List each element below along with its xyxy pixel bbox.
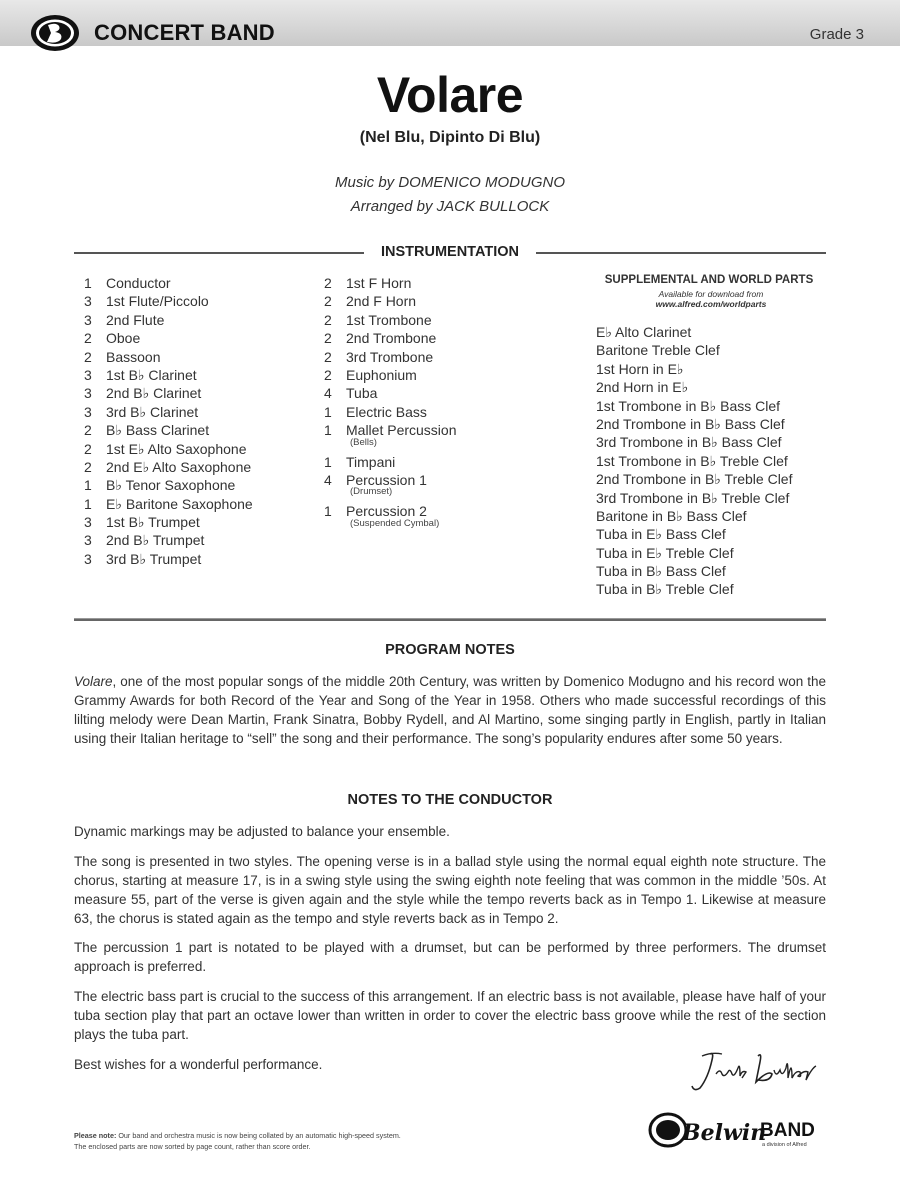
footnote-label: Please note: [74, 1131, 117, 1140]
instrument-quantity: 2 [84, 422, 92, 439]
conductor-notes-heading: NOTES TO THE CONDUCTOR [347, 792, 553, 808]
supplemental-item: Tuba in B♭ Bass Clef [596, 563, 726, 580]
arranger-credit: Arranged by JACK BULLOCK [350, 198, 550, 215]
instrument-name: Mallet Percussion [346, 422, 457, 439]
instrument-name: 1st E♭ Alto Saxophone [106, 440, 247, 457]
supplemental-item: Tuba in E♭ Treble Clef [596, 544, 734, 561]
divider [74, 618, 826, 621]
piece-subtitle: (Nel Blu, Dipinto Di Blu) [359, 129, 541, 146]
instrument-name: Electric Bass [346, 403, 427, 420]
instrument-name: B♭ Bass Clarinet [106, 422, 210, 439]
conductor-note-2: The song is presented in two styles. The opening verse is in a ballad style using the normal equal eighth note structure. The chorus, starting at measure 17, is in a swing style using the swing eighth note feeling that was common in the middle ’50s. At measure 55, part of the verse is given again and the style while the tempo reverts back as in Tempo 1. Likewise at measure 63, the chorus is stated again as the tempo and style reverts back as in Tempo 2. [74, 854, 826, 926]
instrument-name: Bassoon [106, 348, 161, 365]
supplemental-parts [596, 274, 826, 599]
instrument-row [324, 453, 457, 471]
instrument-quantity: 2 [84, 330, 92, 347]
instrument-quantity: 1 [84, 495, 92, 512]
instrument-row [324, 311, 457, 329]
instrument-name: 1st Flute/Piccolo [106, 293, 209, 310]
instrument-row [84, 458, 253, 476]
instrument-row [84, 366, 253, 384]
instrument-quantity: 4 [324, 385, 332, 402]
supplemental-item: 1st Trombone in B♭ Bass Clef [596, 397, 781, 414]
instrument-row [324, 421, 457, 439]
instrument-quantity: 2 [324, 311, 332, 328]
instrument-row [324, 274, 457, 292]
instrument-quantity: 2 [324, 348, 332, 365]
instrument-name: Percussion 1 [346, 471, 427, 488]
instrument-name: 2nd Trombone [346, 330, 437, 347]
instrument-name: 1st B♭ Trumpet [106, 514, 200, 531]
instrument-name: Euphonium [346, 366, 417, 383]
supplemental-item: 2nd Trombone in B♭ Treble Clef [596, 471, 793, 488]
instrument-row [84, 531, 253, 549]
instrument-quantity: 3 [84, 403, 92, 420]
instrument-row [84, 329, 253, 347]
instrument-quantity: 2 [324, 330, 332, 347]
instrument-quantity: 1 [324, 453, 332, 470]
publisher-logo [646, 1110, 826, 1150]
supplemental-item: Tuba in E♭ Bass Clef [596, 526, 726, 543]
supplemental-item: 2nd Trombone in B♭ Bass Clef [596, 415, 785, 432]
instrument-row [324, 329, 457, 347]
footnote-line-1: Our band and orchestra music is now being collated by an automatic high-speed system. [116, 1131, 401, 1140]
publisher-emblem-icon [646, 1112, 686, 1148]
instrument-name: 2nd F Horn [346, 293, 417, 310]
instrument-quantity: 2 [324, 293, 332, 310]
instrument-quantity: 2 [324, 366, 332, 383]
grade-level: Grade 3 [809, 26, 864, 43]
instrument-row [324, 348, 457, 366]
instrument-row [84, 384, 253, 402]
instrument-quantity: 1 [84, 477, 92, 494]
program-notes-heading: PROGRAM NOTES [385, 642, 515, 658]
instrument-note: (Bells) [350, 436, 377, 448]
instrument-row [84, 311, 253, 329]
conductor-note-4: The electric bass part is crucial to the success of this arrangement. If an electric bass is not available, please have half of your tuba section play that part an octave lower than written in order to cover the electric bass groove while the rest of the section plays the tuba part. [74, 989, 826, 1042]
series-name: CONCERT BAND [94, 20, 275, 45]
footnote-line-2: The enclosed parts are now sorted by page count, rather than score order. [74, 1142, 311, 1151]
instrument-name: 3rd Trombone [346, 348, 434, 365]
instrument-quantity: 3 [84, 550, 92, 567]
instrument-quantity: 3 [84, 366, 92, 383]
instrument-row [84, 292, 253, 310]
instrument-name: 1st Trombone [346, 311, 432, 328]
supplemental-url: www.alfred.com/worldparts [655, 299, 767, 309]
instrument-row [84, 550, 253, 568]
instrument-row [84, 421, 253, 439]
instrument-row [324, 292, 457, 310]
instrument-name: 1st B♭ Clarinet [106, 366, 197, 383]
instrument-note: (Drumset) [350, 486, 393, 498]
instrument-row [84, 495, 253, 513]
publisher-subline: a division of Alfred [762, 1142, 807, 1148]
instrument-name: 3rd B♭ Clarinet [106, 403, 199, 420]
instrument-quantity: 1 [324, 422, 332, 439]
program-notes-body: , one of the most popular songs of the middle 20th Century, was written by Domenico Modugno and his record won the Grammy Awards for both Record of the Year and Song of the Year in 1958. Others who made successful recordings of this lilting melody were Dean Martin, Frank Sinatra, Bobby Rydell, and Al Martino, some singing partly in English, partly in Italian using their Italian heritage to “sell” the song and their performance. The song’s popularity endures after some 50 years. [74, 674, 826, 746]
supplemental-item: 2nd Horn in E♭ [596, 379, 689, 396]
instrument-row [324, 403, 457, 421]
instrument-quantity: 1 [84, 275, 92, 291]
instrument-name: Tuba [346, 385, 378, 402]
program-notes-text [74, 672, 826, 748]
instrument-quantity: 1 [324, 403, 332, 420]
supplemental-item: 1st Horn in E♭ [596, 360, 684, 377]
program-notes-title-word: Volare [74, 674, 113, 689]
instrument-row [84, 274, 253, 292]
instrument-row [84, 476, 253, 494]
instrument-name: Conductor [106, 275, 171, 291]
instrument-name: Percussion 2 [346, 503, 427, 520]
supplemental-item: 3rd Trombone in B♭ Treble Clef [596, 489, 790, 506]
supplemental-item: 1st Trombone in B♭ Treble Clef [596, 452, 788, 469]
instrument-quantity: 2 [84, 440, 92, 457]
supplemental-availability: Available for download from [658, 289, 764, 299]
instrument-quantity: 2 [84, 348, 92, 365]
publisher-band: BAND [760, 1120, 815, 1141]
instrument-row [84, 440, 253, 458]
instrument-list-2 [324, 274, 457, 534]
instrument-quantity: 3 [84, 385, 92, 402]
supplemental-list [596, 323, 826, 599]
instrument-name: 3rd B♭ Trumpet [106, 550, 202, 567]
piece-title: Volare [376, 67, 524, 123]
instrument-name: 2nd E♭ Alto Saxophone [106, 458, 252, 475]
instrument-quantity: 2 [324, 275, 332, 291]
composer-credit: Music by DOMENICO MODUGNO [334, 174, 565, 191]
supplemental-item: 3rd Trombone in B♭ Bass Clef [596, 434, 782, 451]
instrument-name: E♭ Baritone Saxophone [106, 495, 253, 512]
instrument-name: B♭ Tenor Saxophone [106, 477, 236, 494]
arranger-signature [688, 1048, 828, 1096]
instrument-note: (Suspended Cymbal) [350, 517, 440, 529]
instrument-row [84, 348, 253, 366]
instrument-row [324, 366, 457, 384]
instrument-quantity: 3 [84, 311, 92, 328]
instrument-quantity: 1 [324, 503, 332, 520]
conductor-note-5: Best wishes for a wonderful performance. [74, 1057, 323, 1072]
collation-footnote [74, 1130, 514, 1152]
instrument-name: 2nd B♭ Trumpet [106, 532, 205, 549]
instrument-quantity: 2 [84, 458, 92, 475]
conductor-note-1: Dynamic markings may be adjusted to balance your ensemble. [74, 824, 450, 839]
instrument-name: 1st F Horn [346, 275, 412, 291]
supplemental-item: E♭ Alto Clarinet [596, 324, 692, 340]
supplemental-item: Tuba in B♭ Treble Clef [596, 581, 734, 598]
instrument-row [84, 403, 253, 421]
supplemental-item: Baritone in B♭ Bass Clef [596, 507, 747, 524]
instrument-row [324, 384, 457, 402]
band-logo-icon [30, 13, 80, 53]
instrument-quantity: 4 [324, 471, 332, 488]
instrument-quantity: 3 [84, 532, 92, 549]
instrument-name: Timpani [346, 453, 396, 470]
instrument-list-1 [84, 274, 253, 568]
supplemental-heading: SUPPLEMENTAL AND WORLD PARTS [604, 274, 814, 286]
instrumentation-heading: INSTRUMENTATION [380, 244, 519, 260]
instrument-name: 2nd B♭ Clarinet [106, 385, 202, 402]
instrument-quantity: 3 [84, 293, 92, 310]
publisher-brand: Belwin [682, 1120, 767, 1146]
instrument-name: Oboe [106, 330, 141, 347]
supplemental-item: Baritone Treble Clef [596, 342, 720, 359]
instrument-name: 2nd Flute [106, 311, 165, 328]
instrument-row [84, 513, 253, 531]
conductor-note-3: The percussion 1 part is notated to be played with a drumset, but can be performed by three performers. The drumset approach is preferred. [74, 940, 826, 974]
instrument-quantity: 3 [84, 514, 92, 531]
